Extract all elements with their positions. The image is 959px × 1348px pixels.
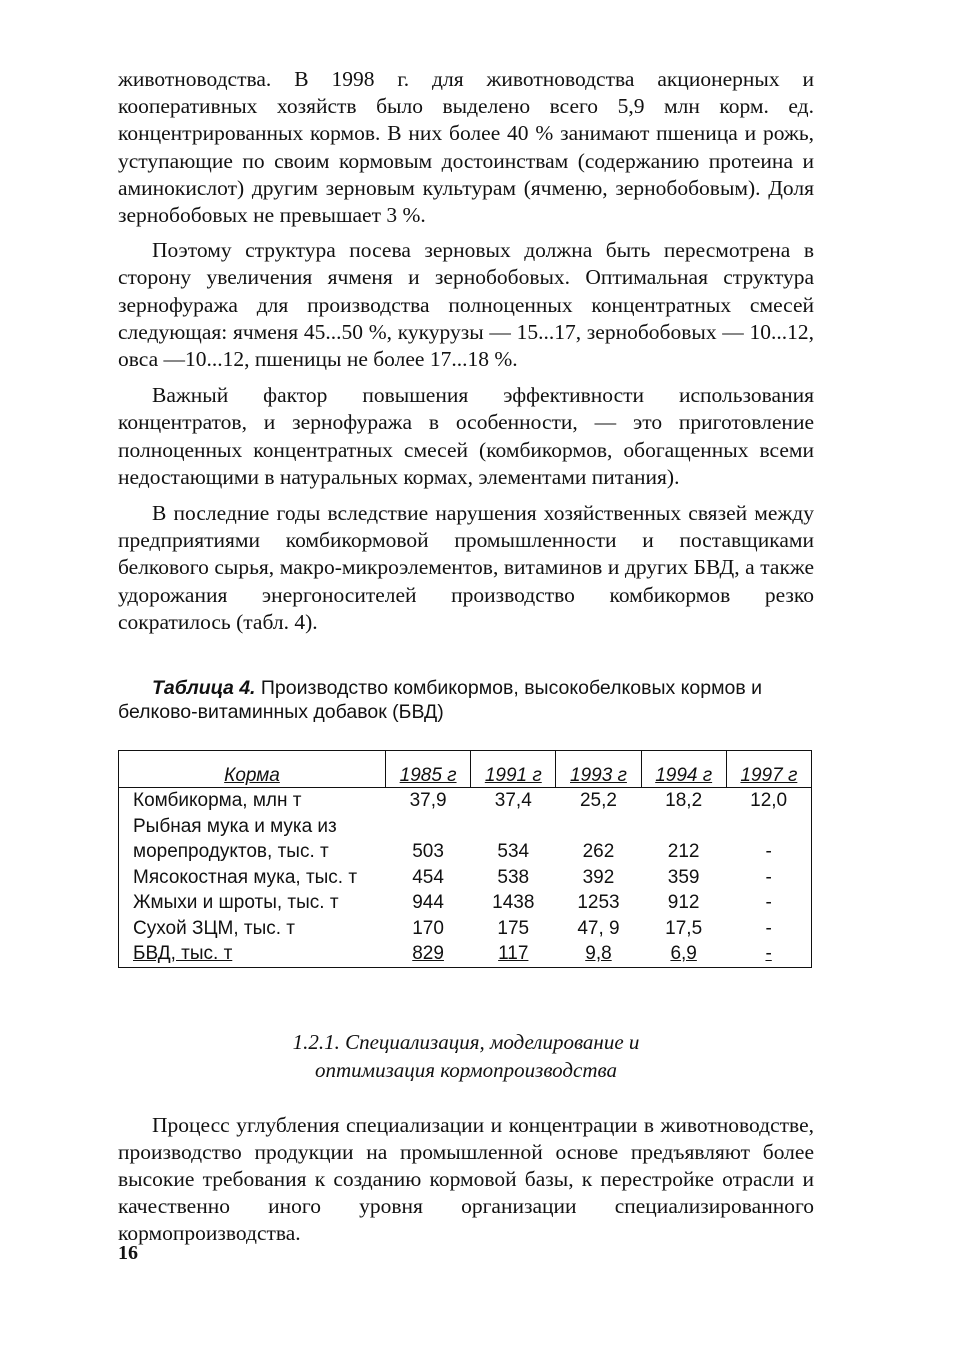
table-row: [119, 814, 812, 840]
table-cell-value: 1438: [492, 892, 535, 914]
table-cell-value: 12,0: [750, 790, 788, 812]
table-cell-value: 117: [471, 941, 556, 967]
table-cell-value: 17,5: [665, 917, 703, 939]
table-caption-text: Производство комбикормов, высокобелковых кормов и белково-витаминных добавок (БВД): [118, 677, 763, 724]
table-cell-feed: морепродуктов, тыс. т: [133, 841, 329, 863]
table-cell-value: 6,9: [641, 941, 726, 967]
section-heading-line-1: 1.2.1. Специализация, моделирование и: [292, 1029, 640, 1054]
table-cell-value: 944: [412, 892, 444, 914]
section-heading: [118, 1028, 814, 1084]
table-caption-label: Таблица 4.: [152, 677, 256, 700]
table-cell-value: 170: [412, 917, 444, 939]
paragraph-2: Поэтому структура посева зерновых должна быть пересмотрена в сторону увеличения ячменя и зернобобовых. Оптимальная структура зернофуража для производства полноценных концентратных смесей следующая: ячменя 45...50 %, кукурузы — 15...17, зернобобовых — 10...12, овса —10...12, пшеницы не более 17...18 %.: [118, 238, 814, 372]
table-cell-value: 18,2: [665, 790, 703, 812]
table-header-row: [119, 751, 812, 788]
table-cell-value: 37,9: [409, 790, 447, 812]
table-cell-value: 392: [582, 866, 615, 888]
table-row: [119, 865, 812, 891]
table-cell-value: 359: [667, 866, 700, 888]
table-cell-value: 47, 9: [577, 917, 620, 939]
table-cell-value: -: [765, 841, 772, 863]
table-caption: [118, 676, 814, 724]
paragraph-3: Важный фактор повышения эффективности использования концентратов, и зернофуража в особенности, — это приготовление полноценных концентратных смесей (комбикормов, обогащенных всеми недостающими в натуральных кормах, элементами питания).: [118, 383, 814, 489]
table-cell-feed: БВД, тыс. т: [119, 941, 386, 967]
table-cell-feed: Комбикорма, млн т: [133, 790, 302, 812]
header-1994: 1994 г: [641, 751, 726, 788]
table-row: [119, 890, 812, 916]
table-cell-value: 9,8: [556, 941, 641, 967]
paragraph-5: Процесс углубления специализации и концентрации в животноводстве, производство продукции на промышленной основе предъявляют более высокие требования к созданию кормовой базы, к перестройке отрасли и качественно иного уровня организации специализированного кормопроизводства.: [118, 1112, 814, 1246]
table-cell-value: -: [726, 941, 811, 967]
table-cell-feed: Жмыхи и шроты, тыс. т: [133, 892, 339, 914]
table-cell-value: 175: [497, 917, 530, 939]
table-row: [119, 916, 812, 942]
table-cell-value: 503: [412, 841, 444, 863]
table-cell-value: 212: [667, 841, 700, 863]
page-content: [118, 66, 814, 1248]
table-cell-value: 1253: [577, 892, 620, 914]
table-cell-value: [726, 814, 811, 840]
table-row: [119, 839, 812, 865]
table-cell-value: [386, 814, 471, 840]
table-cell-value: -: [765, 866, 772, 888]
table-cell-value: [471, 814, 556, 840]
table-cell-value: -: [765, 892, 772, 914]
table-cell-value: -: [765, 917, 772, 939]
header-1985: 1985 г: [386, 751, 471, 788]
paragraph-4: В последние годы вследствие нарушения хозяйственных связей между предприятиями комбикормовой промышленности и поставщиками белкового сырья, макро-микроэлементов, витаминов и других БВД, а также удорожания энергоносителей производство комбикормов резко сократилось (табл. 4).: [118, 501, 814, 634]
table-cell-value: 454: [412, 866, 444, 888]
production-table: [118, 750, 812, 968]
header-1993: 1993 г: [556, 751, 641, 788]
table-cell-value: 37,4: [494, 790, 532, 812]
header-1991: 1991 г: [471, 751, 556, 788]
paragraph-1: животноводства. В 1998 г. для животноводства акционерных и кооперативных хозяйств было выделено всего 5,9 млн корм. ед. концентрированных кормов. В них более 40 % занимают пшеница и рожь, уступающие по своим кормовым достоинствам (содержанию протеина и аминокислот) другим зерновым культурам (ячменю, зернобобовым). Доля зернобобовых не превышает 3 %.: [118, 67, 814, 228]
header-1997: 1997 г: [726, 751, 811, 788]
table-cell-feed: Сухой ЗЦМ, тыс. т: [133, 917, 296, 939]
table-cell-value: 25,2: [579, 790, 617, 812]
table-row: [119, 788, 812, 814]
header-feed: Корма: [119, 751, 386, 788]
table-cell-value: 912: [667, 892, 700, 914]
table-row: [119, 941, 812, 967]
table-cell-feed: Мясокостная мука, тыс. т: [133, 866, 358, 888]
table-cell-feed: Рыбная мука и мука из: [133, 815, 337, 837]
table-cell-value: [641, 814, 726, 840]
page-number: 16: [118, 1242, 138, 1264]
table-cell-value: [556, 814, 641, 840]
table-cell-value: 829: [386, 941, 471, 967]
table-cell-value: 534: [497, 841, 530, 863]
table-cell-value: 538: [497, 866, 530, 888]
table-cell-value: 262: [582, 841, 615, 863]
section-heading-line-2: оптимизация кормопроизводства: [315, 1057, 617, 1082]
